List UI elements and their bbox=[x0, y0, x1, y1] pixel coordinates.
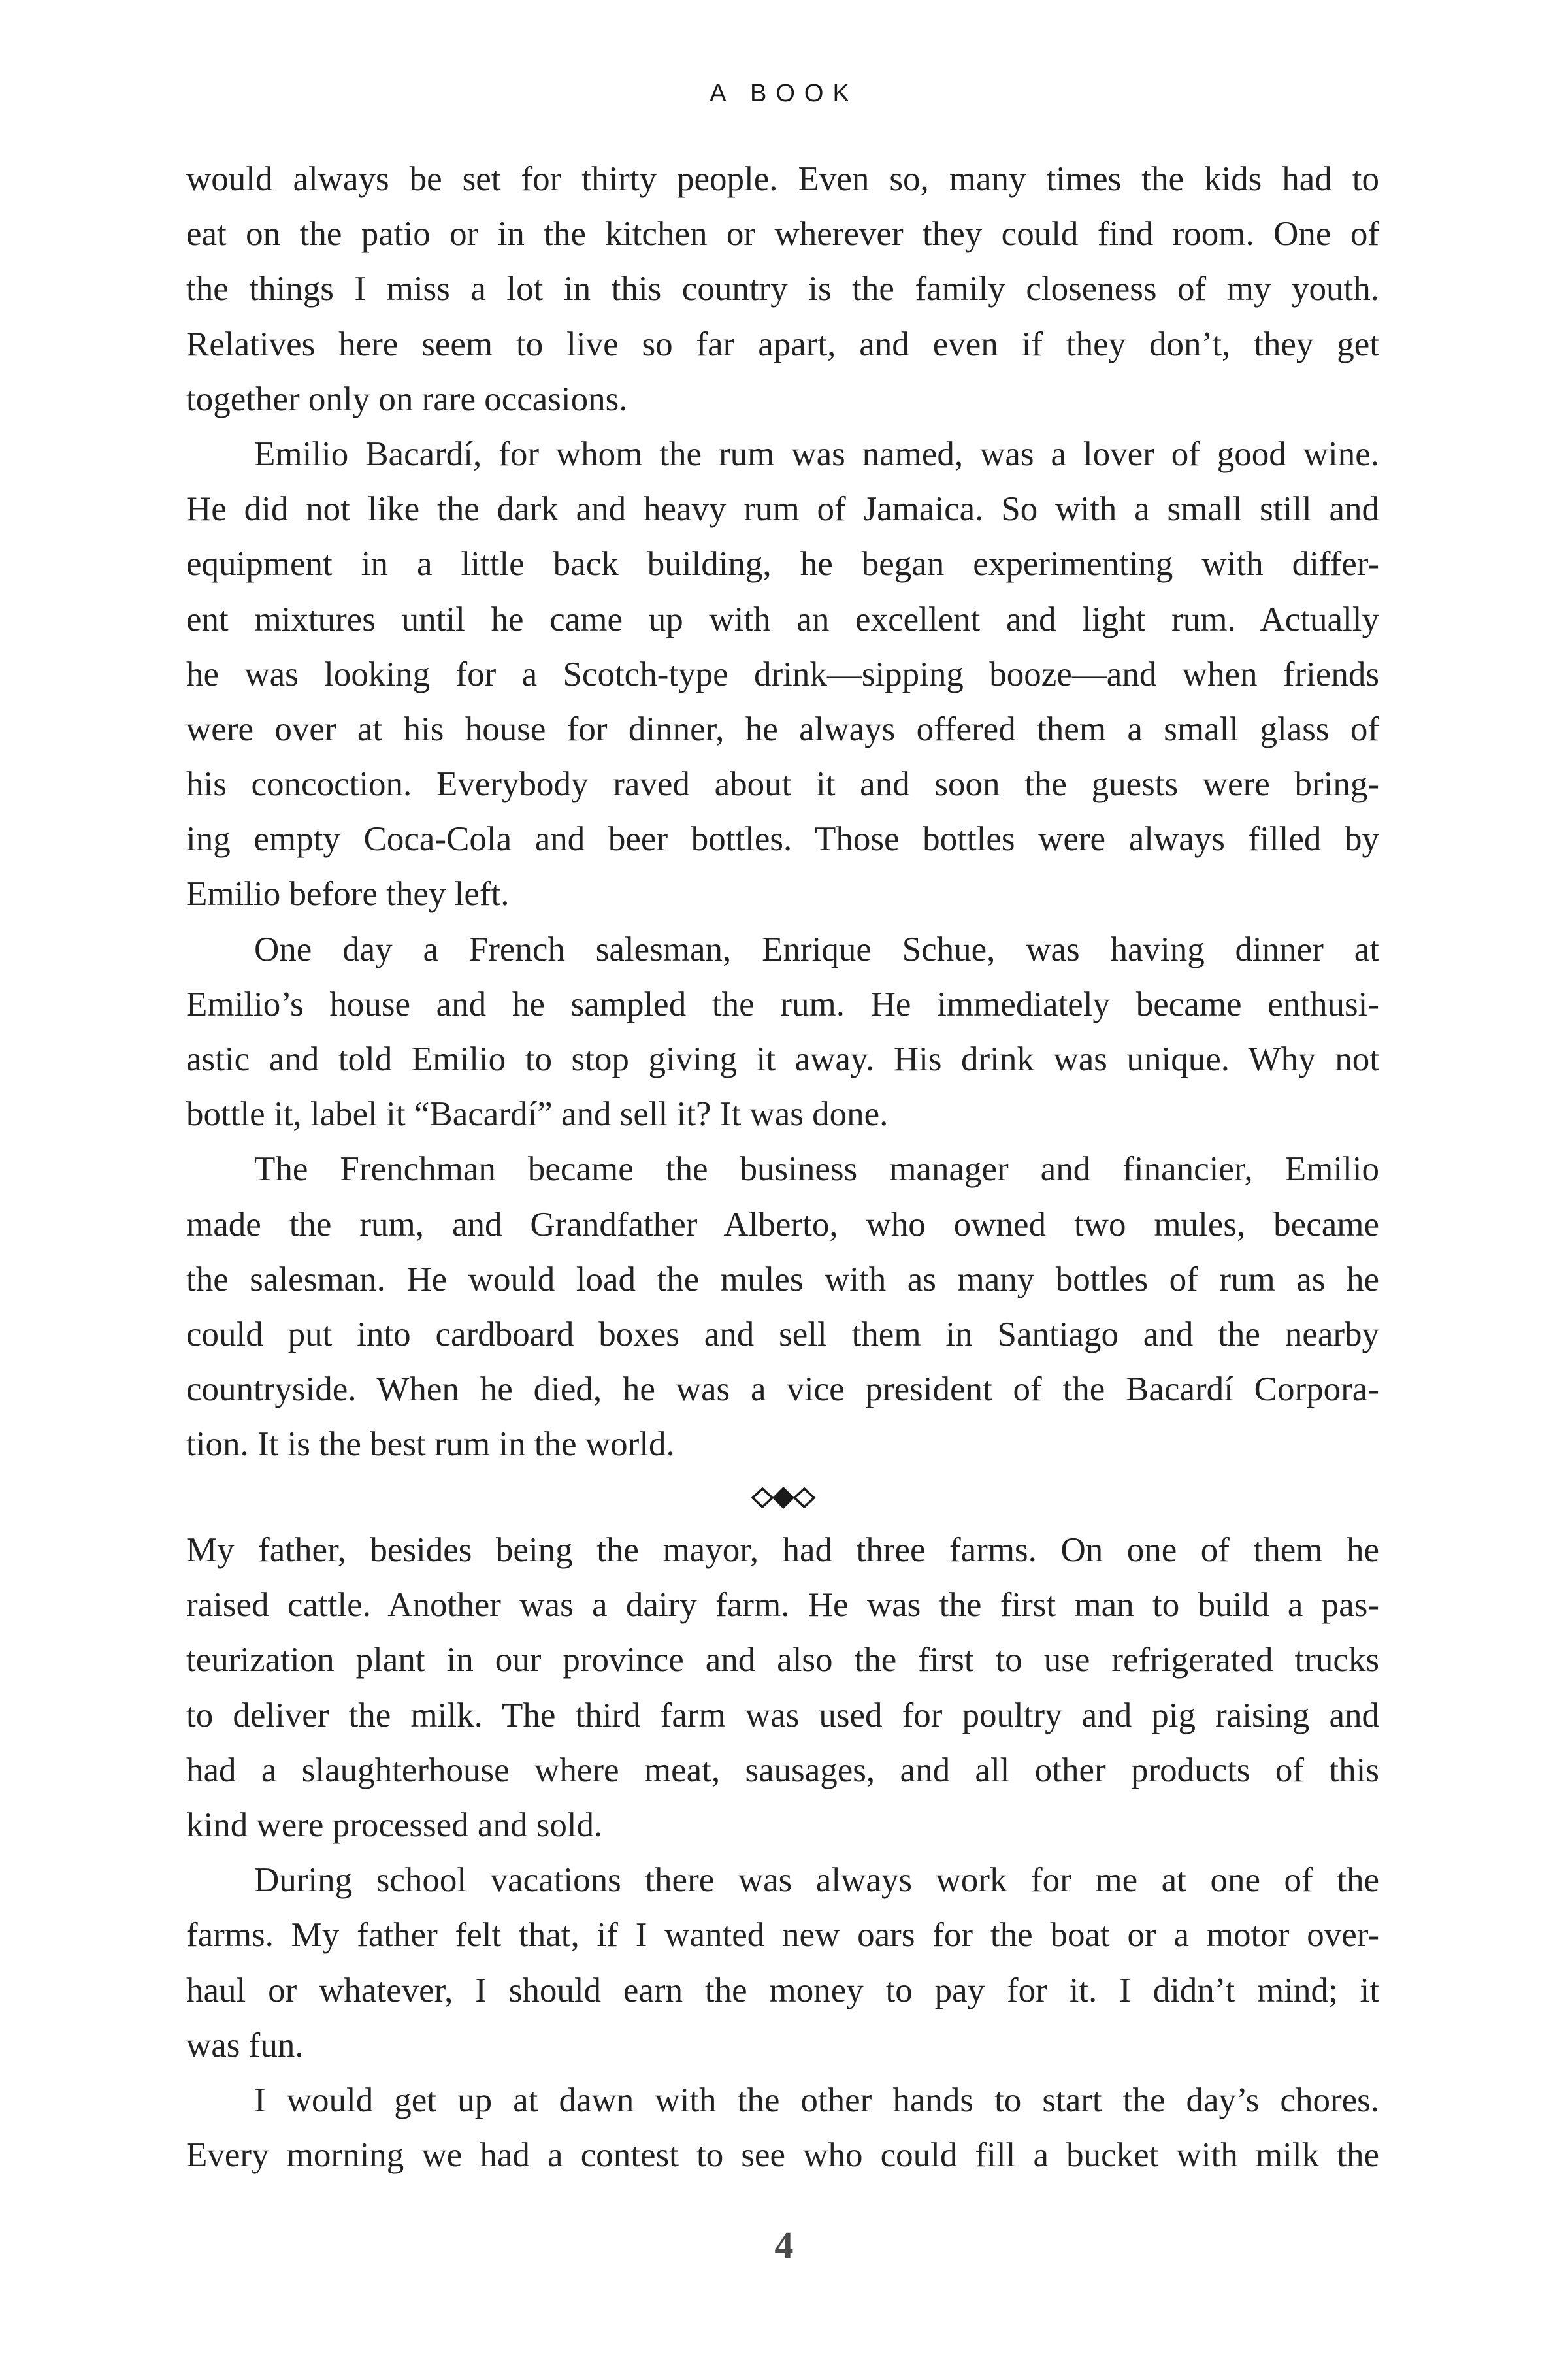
paragraph bbox=[186, 922, 1379, 1142]
text-line: the things I miss a lot in this country is the family closeness of my youth. bbox=[186, 270, 1379, 308]
text-line: One day a French salesman, Enrique Schue, was having dinner at bbox=[254, 930, 1379, 968]
section-2 bbox=[186, 1523, 1379, 2183]
text-line: Emilio Bacardí, for whom the rum was named, was a lover of good wine. bbox=[254, 435, 1379, 473]
text-line: ing empty Coca-Cola and beer bottles. Those bottles were always filled by bbox=[186, 820, 1379, 859]
text-line: tion. It is the best rum in the world. bbox=[186, 1425, 675, 1464]
text-line: the salesman. He would load the mules with as many bottles of rum as he bbox=[186, 1260, 1379, 1298]
text-line: He did not like the dark and heavy rum of Jamaica. So with a small still and bbox=[186, 490, 1379, 529]
paragraph bbox=[186, 1853, 1379, 2073]
text-line: could put into cardboard boxes and sell them in Santiago and the nearby bbox=[186, 1315, 1379, 1353]
text-line: made the rum, and Grandfather Alberto, who owned two mules, became bbox=[186, 1205, 1379, 1244]
text-line: Emilio before they left. bbox=[186, 875, 510, 914]
text-line: had a slaughterhouse where meat, sausages, and all other products of this bbox=[186, 1751, 1379, 1789]
text-line: equipment in a little back building, he began experimenting with differ- bbox=[186, 545, 1379, 584]
text-line: was fun. bbox=[186, 2026, 304, 2064]
text-line: raised cattle. Another was a dairy farm. He was the first man to build a pas- bbox=[186, 1586, 1379, 1625]
text-line: would always be set for thirty people. Even so, many times the kids had to bbox=[186, 160, 1379, 198]
text-line: The Frenchman became the business manager and financier, Emilio bbox=[254, 1150, 1379, 1189]
text-line: Emilio’s house and he sampled the rum. He immediately became enthusi- bbox=[186, 985, 1379, 1023]
text-line: ent mixtures until he came up with an excellent and light rum. Actually bbox=[186, 600, 1379, 638]
text-line: teurization plant in our province and also the first to use refrigerated trucks bbox=[186, 1641, 1379, 1679]
text-line: During school vacations there was always work for me at one of the bbox=[254, 1861, 1379, 1900]
paragraph bbox=[186, 2073, 1379, 2183]
paragraph bbox=[186, 1142, 1379, 1472]
page-number: 4 bbox=[774, 2224, 794, 2266]
text-line: together only on rare occasions. bbox=[186, 380, 628, 418]
running-head: A BOOK bbox=[710, 80, 858, 107]
text-line: farms. My father felt that, if I wanted new oars for the boat or a motor over- bbox=[186, 1916, 1379, 1955]
text-line: Relatives here seem to live so far apart, and even if they don’t, they get bbox=[186, 325, 1379, 363]
text-line: haul or whatever, I should earn the money to pay for it. I didn’t mind; it bbox=[186, 1971, 1379, 2009]
text-line: kind were processed and sold. bbox=[186, 1806, 603, 1844]
text-line: countryside. When he died, he was a vice president of the Bacardí Corpora- bbox=[186, 1370, 1379, 1409]
text-line: were over at his house for dinner, he always offered them a small glass of bbox=[186, 710, 1379, 748]
paragraph bbox=[186, 152, 1379, 427]
diamond-fleuron-icon bbox=[750, 1485, 822, 1511]
text-line: to deliver the milk. The third farm was used for poultry and pig raising and bbox=[186, 1696, 1379, 1734]
text-line: bottle it, label it “Bacardí” and sell it? It was done. bbox=[186, 1095, 889, 1134]
text-line: I would get up at dawn with the other hands to start the day’s chores. bbox=[254, 2081, 1379, 2119]
section-1 bbox=[186, 152, 1379, 1472]
text-line: Every morning we had a contest to see who could fill a bucket with milk the bbox=[186, 2136, 1379, 2175]
text-line: his concoction. Everybody raved about it and soon the guests were bring- bbox=[186, 765, 1379, 804]
text-line: My father, besides being the mayor, had three farms. On one of them he bbox=[186, 1531, 1379, 1569]
paragraph bbox=[186, 1523, 1379, 1853]
paragraph bbox=[186, 427, 1379, 922]
text-line: he was looking for a Scotch-type drink—sipping booze—and when friends bbox=[186, 655, 1379, 693]
text-line: eat on the patio or in the kitchen or wherever they could find room. One of bbox=[186, 215, 1379, 254]
text-line: astic and told Emilio to stop giving it away. His drink was unique. Why not bbox=[186, 1040, 1379, 1078]
